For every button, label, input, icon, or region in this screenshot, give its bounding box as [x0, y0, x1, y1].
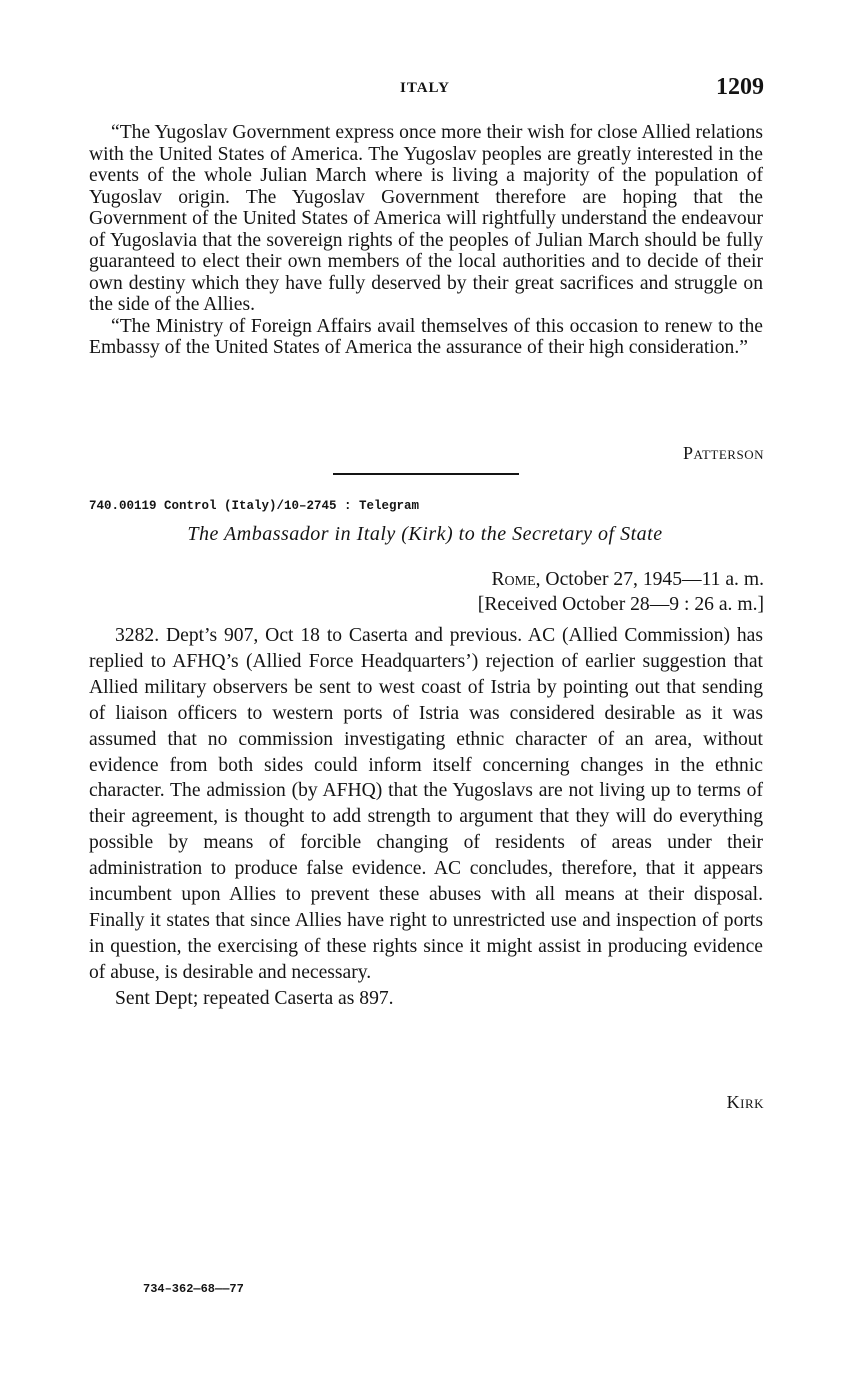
- previous-document-body: [89, 122, 763, 359]
- page-number: 1209: [716, 74, 764, 100]
- document-reference: 740.00119 Control (Italy)/10–2745 : Telegram: [89, 499, 420, 513]
- body-paragraph: Sent Dept; repeated Caserta as 897.: [115, 987, 394, 1009]
- place-name: Rome: [491, 569, 536, 590]
- telegram-body: [89, 623, 763, 1012]
- body-paragraph: “The Yugoslav Government express once more their wish for close Allied relations with the United States of America. The Yugoslav peoples are greatly interested in the events of the whole Julian March where is living a majority of the population of Yugoslav origin. The Yugoslav Government therefore are hoping that the Government of the United States of America will rightfully understand the endeavour of Yugoslavia that the sovereign rights of the peoples of Julian March should be fully guaranteed to elect their own members of the local authorities and to decide of their own destiny which they have fully deserved by their great sacrifices and struggle on the side of the Allies.: [89, 122, 763, 315]
- received-date: [Received October 28—9 : 26 a. m.]: [477, 594, 764, 615]
- print-code: 734–362—68——77: [143, 1282, 244, 1296]
- body-paragraph: “The Ministry of Foreign Affairs avail themselves of this occasion to renew to the Embassy of the United States of America the assurance of their high consideration.”: [89, 315, 763, 358]
- sent-dateline: [478, 567, 764, 592]
- body-paragraph: 3282. Dept’s 907, Oct 18 to Caserta and previous. AC (Allied Commission) has replied to AFHQ’s (Allied Force Headquarters’) rejection of earlier suggestion that Allied military observers be sent to west coast of Istria by pointing out that sending of liaison officers to western ports of Istria was considered desirable as it was assumed that no commission investigating ethnic character of an area, without evidence from both sides could inform itself concerning changes in the ethnic character. The admission (by AFHQ) that the Yugoslavs are not living up to terms of their agreement, is thought to add strength to argument that they will do everything possible by means of forcible changing of residents of areas under their administration to produce false evidence. AC concludes, therefore, that it appears incumbent upon Allies to prevent these abuses with all means at their disposal. Finally it states that since Allies have right to unrestricted use and inspection of ports in question, the exercising of these rights since it might assist in producing evidence of abuse, is desirable and necessary.: [89, 625, 763, 983]
- section-divider: [333, 473, 519, 475]
- dateline: [478, 567, 764, 617]
- signature-patterson: Patterson: [683, 443, 764, 463]
- running-head: ITALY: [399, 80, 451, 96]
- sent-date: , October 27, 1945—11 a. m.: [535, 569, 764, 590]
- signature-kirk: Kirk: [726, 1092, 764, 1112]
- document-title: The Ambassador in Italy (Kirk) to the Secretary of State: [187, 523, 663, 545]
